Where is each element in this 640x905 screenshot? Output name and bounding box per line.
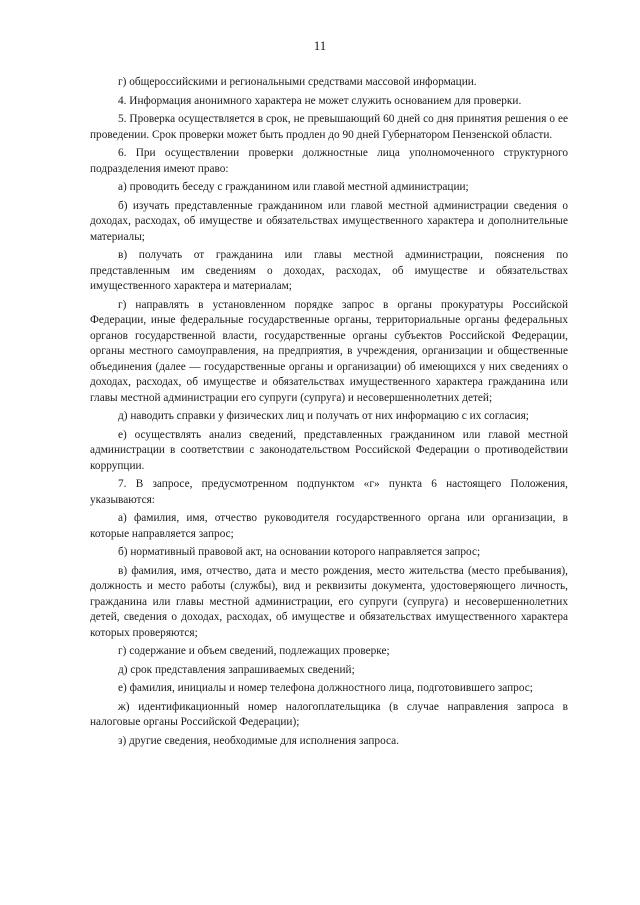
paragraph: ж) идентификационный номер налогоплательщика (в случае направления запроса в налоговые органы Российской Федерации); <box>90 700 568 728</box>
paragraph: з) другие сведения, необходимые для исполнения запроса. <box>118 734 400 747</box>
document-body <box>90 75 568 752</box>
paragraph: г) общероссийскими и региональными средствами массовой информации. <box>118 76 477 88</box>
paragraph: 6. При осуществлении проверки должностные лица уполномоченного структурного подразделения имеют право: <box>90 147 568 175</box>
paragraph: 4. Информация анонимного характера не может служить основанием для проверки. <box>118 94 522 107</box>
paragraph: е) осуществлять анализ сведений, представленных гражданином или главой местной администрации в соответствии с законодательством Российской Федерации о противодействии коррупции. <box>90 428 568 472</box>
paragraph: д) наводить справки у физических лиц и получать от них информацию с их согласия; <box>118 410 529 422</box>
paragraph: 5. Проверка осуществляется в срок, не превышающий 60 дней со дня принятия решения о ее проведении. Срок проверки может быть продлен до 90 дней Губернатором Пензенской области. <box>90 113 568 141</box>
paragraph: б) нормативный правовой акт, на основании которого направляется запрос; <box>118 546 481 558</box>
paragraph: г) содержание и объем сведений, подлежащих проверке; <box>118 645 390 657</box>
paragraph: в) фамилия, имя, отчество, дата и место рождения, место жительства (место пребывания), должность и место работы (службы), вид и реквизиты документа, удостоверяющего личность, гражданина или главы местной администрации, его супруги (супруга) и несовершеннолетних детей, сведения о доходах, расходах, об имуществе и обязательствах имущественного характера которых проверяются; <box>90 564 568 639</box>
paragraph: а) фамилия, имя, отчество руководителя государственного органа или организации, в которые направляется запрос; <box>90 512 568 540</box>
paragraph: д) срок представления запрашиваемых сведений; <box>118 663 355 676</box>
paragraph: б) изучать представленные гражданином или главой местной администрации сведения о доходах, расходах, об имуществе и обязательствах имущественного характера и дополнительные материалы; <box>90 199 568 243</box>
paragraph: а) проводить беседу с гражданином или главой местной администрации; <box>118 181 469 193</box>
paragraph: е) фамилия, инициалы и номер телефона должностного лица, подготовившего запрос; <box>118 682 533 694</box>
paragraph: г) направлять в установленном порядке запрос в органы прокуратуры Российской Федерации, иные федеральные государственные органы, территориальные органы федеральных органов государственной власти, государственные органы субъектов Российской Федерации, органы местного самоуправления, на предприятия, в учреждения, организации и общественные объединения (далее — государственные органы и организации) об имеющихся у них сведениях о доходах, расходах, об имуществе и обязательствах имущественного характера гражданина или главы местной администрации его супруги (супруга) и несовершеннолетних детей; <box>90 298 568 404</box>
paragraph: 7. В запросе, предусмотренном подпунктом «г» пункта 6 настоящего Положения, указываются: <box>90 478 568 506</box>
page-number: 11 <box>313 38 327 53</box>
paragraph: в) получать от гражданина или главы местной администрации, пояснения по представленным им сведениям о доходах, расходах, об имуществе и обязательствах имущественного характера и материалам; <box>90 249 568 292</box>
